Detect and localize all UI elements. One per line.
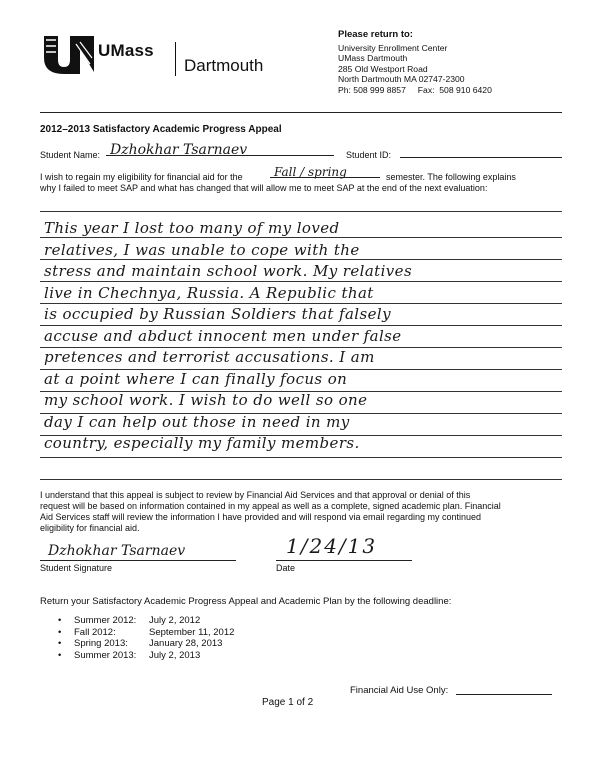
- deadline-term: Fall 2012:: [74, 626, 116, 638]
- deadline-item: [58, 650, 234, 662]
- page-number: Page 1 of 2: [262, 697, 314, 708]
- essay-line: day I can help out those in need in my: [44, 412, 350, 431]
- signature-field[interactable]: [40, 542, 236, 561]
- umass-logo-icon: [42, 34, 94, 74]
- semester-value: Fall / spring: [274, 165, 347, 179]
- deadline-intro: Return your Satisfactory Academic Progress Appeal and Academic Plan by the following deadline:: [40, 596, 452, 607]
- header-divider: [40, 112, 562, 113]
- bullet-icon: •: [58, 615, 62, 626]
- date-value: 1/24/13: [286, 534, 378, 558]
- essay-line: stress and maintain school work. My relatives: [44, 262, 413, 280]
- essay-line: accuse and abduct innocent men under false: [44, 326, 402, 345]
- essay-line: This year I lost too many of my loved: [44, 219, 340, 237]
- agreement-text: [40, 490, 570, 534]
- agreement-line: request will be based on information contained in my appeal as well as a complete, signed academic plan. Financial: [40, 501, 501, 511]
- bullet-icon: •: [58, 649, 62, 661]
- student-name-value: Dzhokhar Tsarnaev: [110, 142, 248, 158]
- return-address: [338, 30, 578, 95]
- deadline-item: [58, 638, 234, 650]
- brand-dartmouth: Dartmouth: [184, 56, 264, 75]
- deadline-date: July 2, 2013: [149, 649, 201, 661]
- return-line: 285 Old Westport Road: [338, 63, 428, 74]
- office-use-label: Financial Aid Use Only:: [350, 685, 449, 696]
- intro-text-part1: I wish to regain my eligibility for financial aid for the: [40, 172, 243, 182]
- return-heading: Please return to:: [338, 29, 413, 40]
- semester-field[interactable]: [270, 163, 380, 178]
- agreement-line: eligibility for financial aid.: [40, 523, 140, 533]
- brand-divider: [175, 42, 176, 76]
- essay-body[interactable]: [44, 218, 562, 455]
- essay-line: live in Chechnya, Russia. A Republic that: [44, 283, 374, 302]
- return-line: Ph: 508 999 8857 Fax: 508 910 6420: [338, 84, 492, 95]
- essay-line: at a point where I can finally focus on: [44, 369, 348, 388]
- essay-line: my school work. I wish to do well so one: [44, 391, 368, 409]
- signature-label: Student Signature: [40, 563, 113, 573]
- deadline-date: July 2, 2012: [149, 615, 201, 626]
- essay-rule: [40, 479, 562, 480]
- intro-text-part2: semester. The following explains: [386, 172, 516, 182]
- bullet-icon: •: [58, 626, 62, 638]
- deadline-term: Summer 2012:: [74, 615, 137, 626]
- student-id-label: Student ID:: [346, 150, 392, 160]
- return-line: North Dartmouth MA 02747-2300: [338, 74, 465, 84]
- essay-line: relatives, I was unable to cope with the: [44, 240, 360, 259]
- office-use-field[interactable]: [456, 683, 552, 695]
- brand-umass: UMass: [98, 41, 154, 60]
- deadline-date: January 28, 2013: [149, 638, 223, 649]
- essay-line: pretences and terrorist accusations. I am: [44, 348, 375, 366]
- student-name-field[interactable]: [106, 141, 334, 156]
- deadline-list: [58, 615, 234, 661]
- deadline-item: [58, 615, 234, 627]
- essay-rule: [40, 211, 562, 212]
- date-label: Date: [276, 563, 296, 573]
- essay-line: country, especially my family members.: [44, 434, 360, 452]
- deadline-term: Spring 2013:: [74, 638, 128, 649]
- bullet-icon: •: [58, 638, 62, 649]
- student-id-field[interactable]: [400, 148, 562, 158]
- deadline-item: [58, 627, 234, 639]
- student-name-label: Student Name:: [40, 150, 101, 160]
- deadline-date: September 11, 2012: [149, 626, 235, 638]
- intro-text-line2: why I failed to meet SAP and what has changed that will allow me to meet SAP at the end of the next evaluation:: [40, 183, 488, 193]
- agreement-line: Aid Services staff will review the information I have provided and will respond via email regarding my continued: [40, 512, 482, 522]
- return-line: UMass Dartmouth: [338, 53, 408, 63]
- agreement-line: I understand that this appeal is subject to review by Financial Aid Services and that approval or denial of this: [40, 490, 471, 500]
- essay-line: is occupied by Russian Soldiers that falsely: [44, 305, 391, 323]
- return-line: University Enrollment Center: [338, 42, 448, 53]
- form-title: 2012–2013 Satisfactory Academic Progress Appeal: [40, 124, 282, 135]
- signature-value: Dzhokhar Tsarnaev: [48, 543, 186, 559]
- essay-rule: [40, 457, 562, 458]
- date-field[interactable]: [276, 534, 412, 561]
- deadline-term: Summer 2013:: [74, 649, 137, 661]
